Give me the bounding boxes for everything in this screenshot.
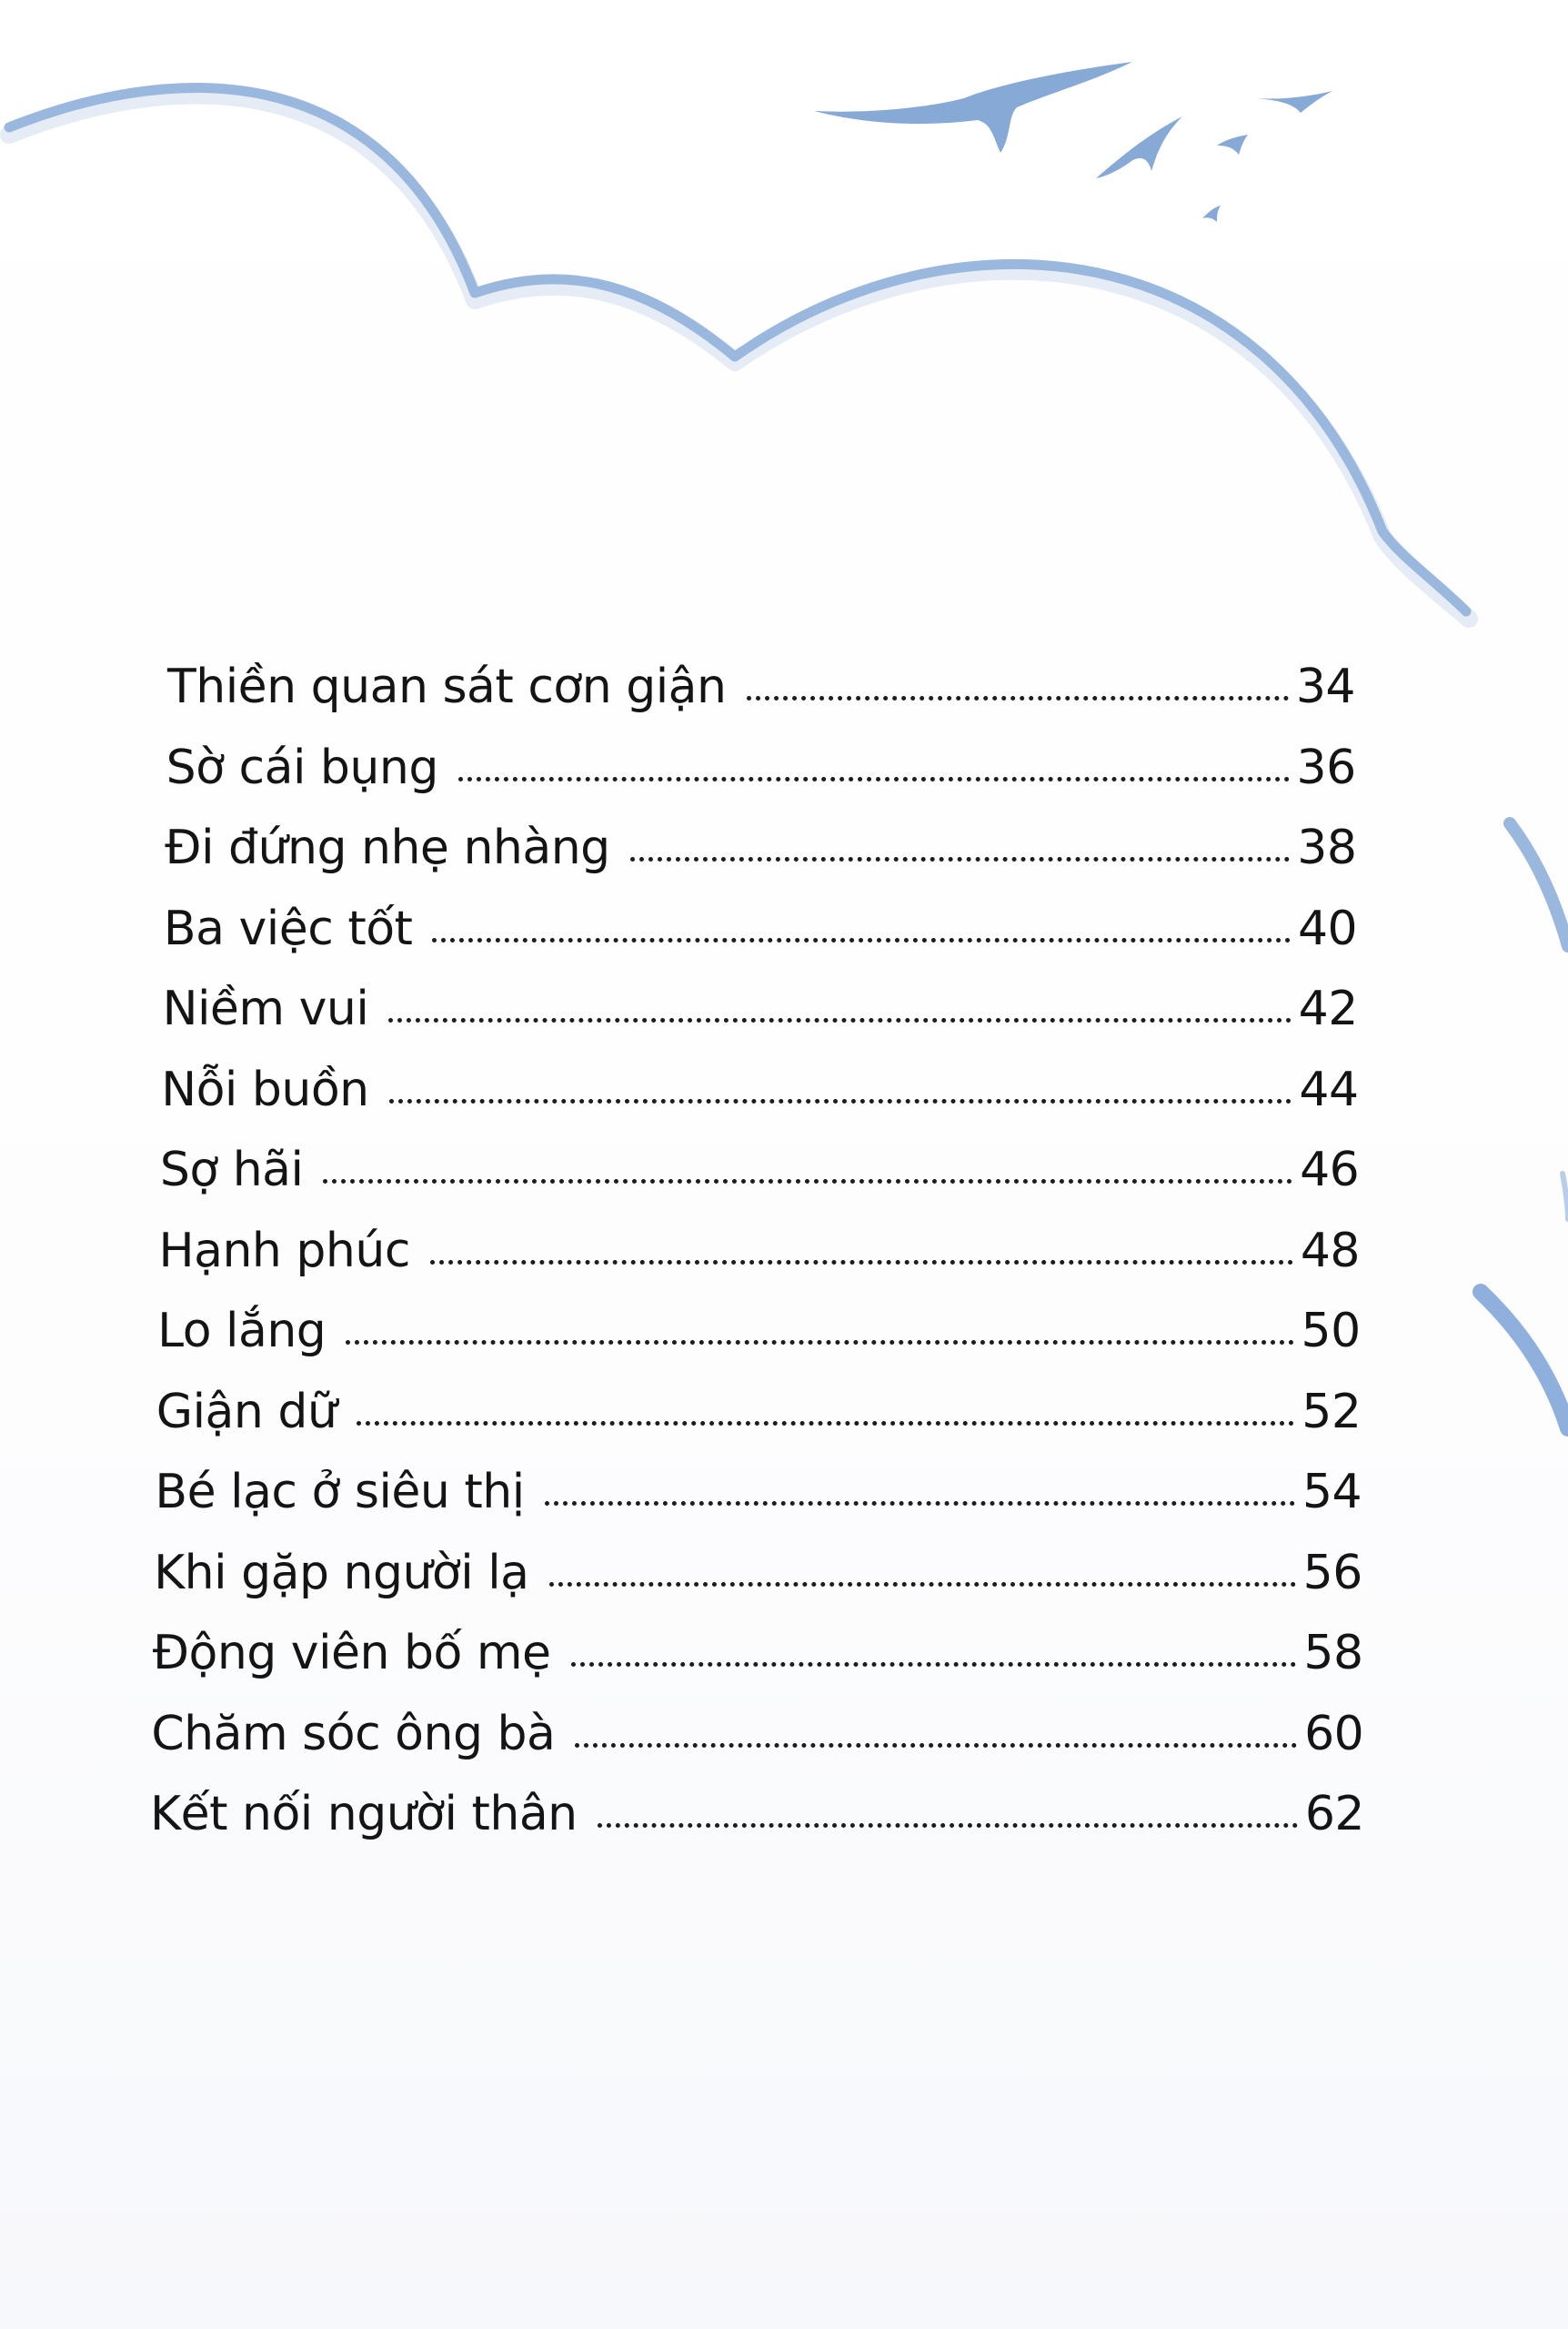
- toc-entry-page-number: 46: [1300, 1143, 1360, 1197]
- toc-entry-title: Nỗi buồn: [161, 1062, 369, 1117]
- toc-entry: [154, 1546, 1362, 1618]
- toc-entry: [151, 1707, 1363, 1780]
- toc-entry-page-number: 52: [1302, 1384, 1362, 1439]
- toc-entry: [165, 821, 1356, 893]
- toc-entry-page-number: 58: [1303, 1626, 1363, 1680]
- toc-entry: [159, 1224, 1361, 1296]
- toc-entry: [157, 1304, 1361, 1376]
- toc-entry: [155, 1465, 1362, 1538]
- toc-entry-title: Khi gặp người lạ: [154, 1545, 529, 1600]
- toc-entry-title: Chăm sóc ông bà: [151, 1706, 556, 1761]
- toc-entry-title: Giận dữ: [156, 1384, 337, 1439]
- toc-dot-leader: [323, 1179, 1292, 1184]
- toc-dot-leader: [430, 1260, 1293, 1265]
- toc-entry-title: Thiền quan sát cơn giận: [167, 660, 727, 714]
- toc-entry-page-number: 62: [1304, 1787, 1364, 1841]
- toc-entry-title: Động viên bố mẹ: [152, 1626, 551, 1680]
- toc-entry: [156, 1385, 1362, 1457]
- toc-dot-leader: [432, 938, 1291, 943]
- toc-dot-leader: [458, 777, 1290, 781]
- toc-entry: [160, 1143, 1359, 1215]
- toc-entry-title: Sờ cái bụng: [166, 740, 438, 795]
- toc-dot-leader: [571, 1662, 1297, 1667]
- toc-dot-leader: [388, 1018, 1291, 1023]
- toc-entry-title: Ba việc tốt: [163, 901, 413, 956]
- toc-entry: [166, 741, 1356, 813]
- toc-entry-page-number: 54: [1302, 1465, 1362, 1519]
- toc-dot-leader: [549, 1582, 1296, 1587]
- toc-entry: [164, 902, 1357, 974]
- toc-entry-page-number: 60: [1304, 1706, 1364, 1761]
- toc-entry: [161, 1063, 1358, 1135]
- toc-entry-title: Lo lắng: [157, 1304, 327, 1358]
- toc-entry-title: Bé lạc ở siêu thị: [155, 1465, 525, 1519]
- toc-entry-page-number: 50: [1301, 1304, 1361, 1358]
- toc-entry-title: Kết nối người thân: [150, 1787, 578, 1841]
- toc-dot-leader: [630, 857, 1291, 862]
- toc-dot-leader: [545, 1501, 1295, 1506]
- toc-entry: [167, 660, 1355, 732]
- toc-entry-page-number: 42: [1298, 982, 1358, 1036]
- toc-entry: [153, 1626, 1363, 1699]
- toc-entry-page-number: 40: [1297, 901, 1358, 956]
- toc-entry-title: Sợ hãi: [159, 1143, 304, 1197]
- toc-dot-leader: [357, 1421, 1294, 1426]
- toc-entry-title: Hạnh phúc: [158, 1223, 410, 1278]
- toc-entry: [163, 982, 1358, 1054]
- toc-dot-leader: [598, 1823, 1298, 1828]
- toc-entry-page-number: 44: [1299, 1062, 1359, 1117]
- toc-dot-leader: [575, 1743, 1297, 1748]
- toc-entry-page-number: 36: [1296, 740, 1356, 795]
- toc-dot-leader: [346, 1340, 1293, 1345]
- toc-entry-title: Đi đứng nhẹ nhàng: [165, 821, 610, 875]
- toc-entry-title: Niềm vui: [162, 982, 369, 1036]
- toc-entry-page-number: 48: [1300, 1223, 1360, 1278]
- toc-dot-leader: [389, 1099, 1292, 1104]
- toc-entry-page-number: 34: [1295, 660, 1355, 714]
- toc-dot-leader: [747, 696, 1289, 701]
- toc-entry: [150, 1787, 1364, 1860]
- toc-entry-page-number: 56: [1302, 1545, 1362, 1600]
- toc-entry-page-number: 38: [1297, 821, 1357, 875]
